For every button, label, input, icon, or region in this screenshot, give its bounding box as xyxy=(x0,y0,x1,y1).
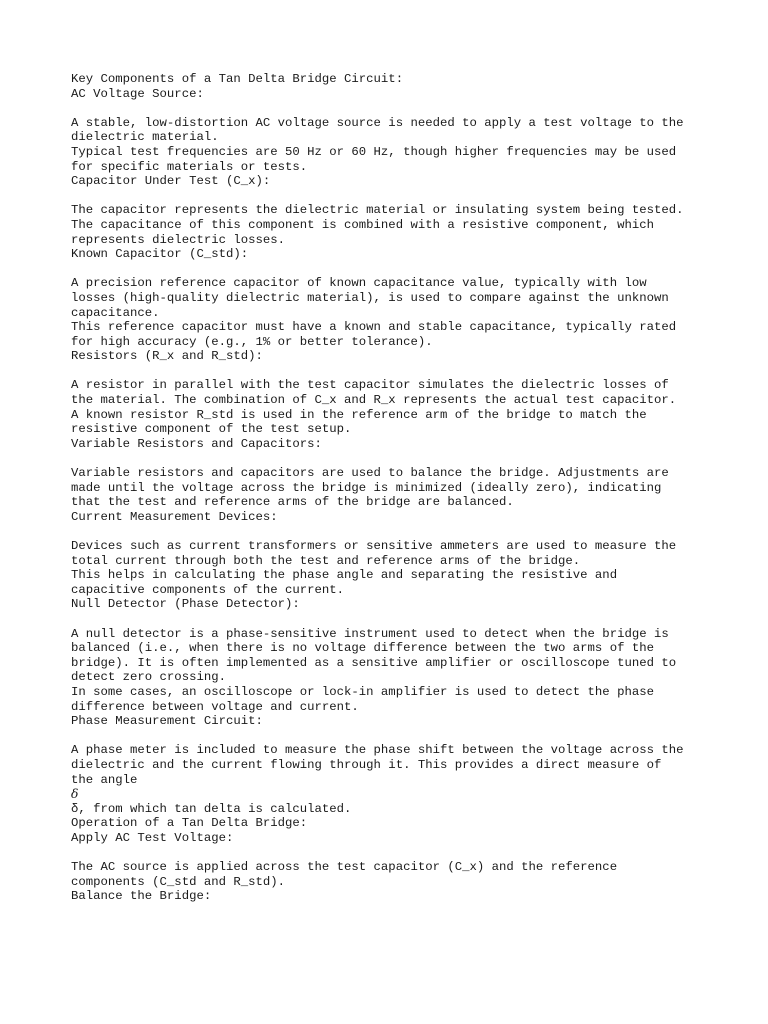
text-line: A null detector is a phase-sensitive instrument used to detect when the bridge is xyxy=(71,626,669,641)
text-line: Operation of a Tan Delta Bridge: xyxy=(71,816,308,831)
text-line: Known Capacitor (C_std): xyxy=(71,247,249,262)
text-line: detect zero crossing. xyxy=(71,670,226,685)
text-line: A stable, low-distortion AC voltage source is needed to apply a test voltage to the xyxy=(71,115,684,130)
math-delta-symbol: δ xyxy=(71,787,79,802)
text-line: balanced (i.e., when there is no voltage difference between the two arms of the xyxy=(71,641,654,656)
text-line: Phase Measurement Circuit: xyxy=(71,714,263,729)
text-line: Typical test frequencies are 50 Hz or 60 Hz, though higher frequencies may be used xyxy=(71,144,677,159)
text-line: that the test and reference arms of the bridge are balanced. xyxy=(71,495,514,510)
blank-line xyxy=(71,845,711,860)
document-body-part-2 xyxy=(71,802,711,904)
text-line: Resistors (R_x and R_std): xyxy=(71,349,263,364)
blank-line xyxy=(71,364,711,379)
text-line: Key Components of a Tan Delta Bridge Circuit: xyxy=(71,72,404,86)
text-line: dielectric and the current flowing through it. This provides a direct measure of xyxy=(71,757,662,772)
text-line: capacitive components of the current. xyxy=(71,582,345,597)
text-line: represents dielectric losses. xyxy=(71,232,286,247)
document-page xyxy=(71,72,711,904)
text-line: Balance the Bridge: xyxy=(71,889,212,904)
blank-line xyxy=(71,451,711,466)
text-line: This helps in calculating the phase angle and separating the resistive and xyxy=(71,568,618,583)
text-line: for specific materials or tests. xyxy=(71,159,308,174)
blank-line xyxy=(71,101,711,116)
text-line: Current Measurement Devices: xyxy=(71,509,278,524)
text-line: Variable Resistors and Capacitors: xyxy=(71,436,322,451)
text-line: the material. The combination of C_x and R_x represents the actual test capacitor. xyxy=(71,393,677,408)
text-line: total current through both the test and reference arms of the bridge. xyxy=(71,553,581,568)
text-line: Devices such as current transformers or sensitive ammeters are used to measure the xyxy=(71,539,677,553)
document-body-part-1 xyxy=(71,72,711,787)
text-line: bridge). It is often implemented as a sensitive amplifier or oscilloscope tuned to xyxy=(71,655,677,670)
text-line: made until the voltage across the bridge is minimized (ideally zero), indicating xyxy=(71,480,662,495)
blank-line xyxy=(71,189,711,204)
text-line: A precision reference capacitor of known capacitance value, typically with low xyxy=(71,276,647,291)
text-line: The capacitance of this component is combined with a resistive component, which xyxy=(71,217,654,232)
text-line: components (C_std and R_std). xyxy=(71,874,286,889)
blank-line xyxy=(71,262,711,277)
text-line: the angle xyxy=(71,772,138,787)
text-line: A known resistor R_std is used in the reference arm of the bridge to match the xyxy=(71,407,647,422)
text-line: Capacitor Under Test (C_x): xyxy=(71,174,271,189)
text-line: In some cases, an oscilloscope or lock-in amplifier is used to detect the phase xyxy=(71,684,654,699)
text-line: Null Detector (Phase Detector): xyxy=(71,597,300,612)
blank-line xyxy=(71,524,711,539)
text-line: This reference capacitor must have a known and stable capacitance, typically rated xyxy=(71,320,677,335)
text-line: losses (high-quality dielectric material), is used to compare against the unknown xyxy=(71,290,669,305)
text-line: capacitance. xyxy=(71,305,160,320)
text-line: AC Voltage Source: xyxy=(71,86,204,101)
text-line: δ, from which tan delta is calculated. xyxy=(71,801,352,816)
text-line: for high accuracy (e.g., 1% or better tolerance). xyxy=(71,334,433,349)
text-line: resistive component of the test setup. xyxy=(71,422,352,437)
text-line: Variable resistors and capacitors are used to balance the bridge. Adjustments are xyxy=(71,466,669,481)
blank-line xyxy=(71,612,711,627)
text-line: The capacitor represents the dielectric material or insulating system being tested. xyxy=(71,203,684,218)
text-line: dielectric material. xyxy=(71,130,219,145)
text-line: A resistor in parallel with the test capacitor simulates the dielectric losses of xyxy=(71,378,669,393)
blank-line xyxy=(71,729,711,744)
text-line: A phase meter is included to measure the phase shift between the voltage across the xyxy=(71,743,684,758)
text-line: Apply AC Test Voltage: xyxy=(71,830,234,845)
text-line: difference between voltage and current. xyxy=(71,699,359,714)
text-line: The AC source is applied across the test capacitor (C_x) and the reference xyxy=(71,860,618,875)
